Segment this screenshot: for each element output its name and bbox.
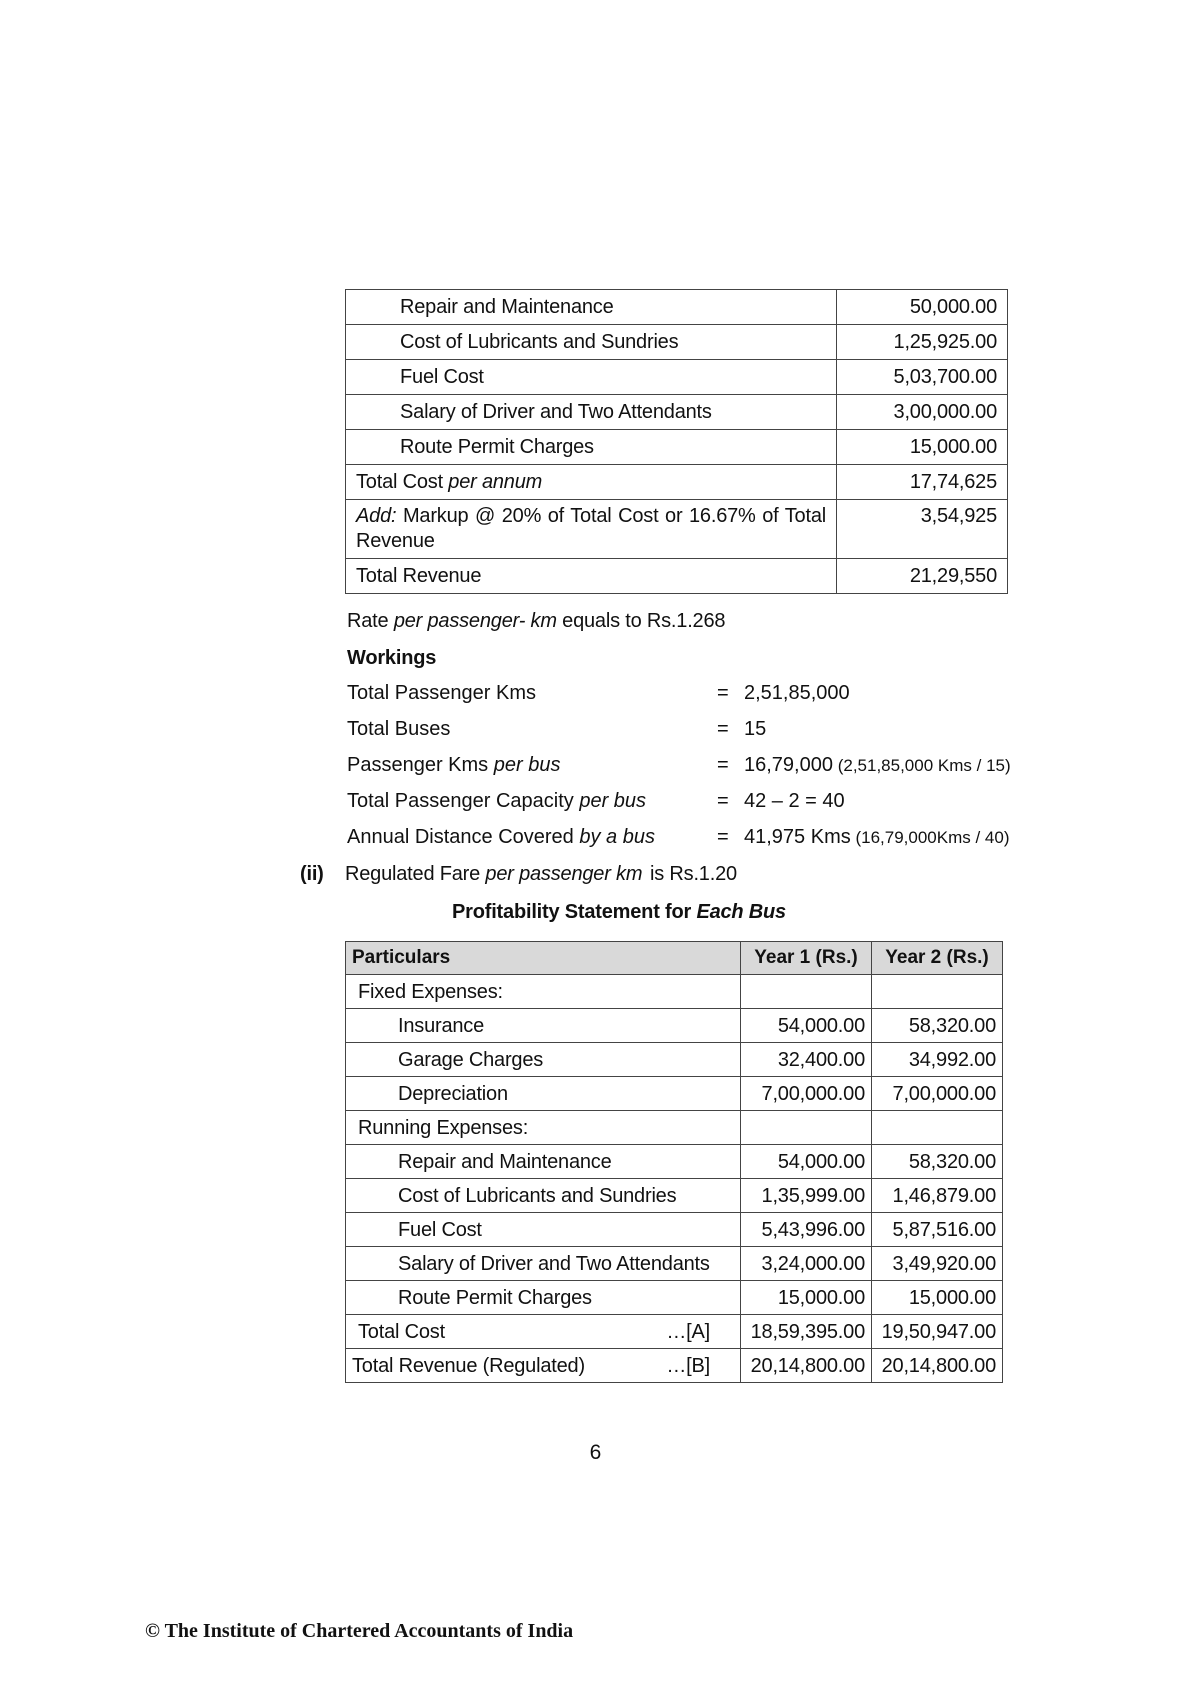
running-expenses-heading: Running Expenses: — [346, 1111, 741, 1145]
workings-value-text: 41,975 Kms — [744, 826, 851, 848]
table-row — [346, 325, 1008, 360]
markup-label-text: Markup @ 20% of Total Cost or 16.67% of Total Revenue — [356, 505, 826, 552]
page-number: 6 — [589, 1441, 602, 1464]
expense-label: Depreciation — [346, 1077, 741, 1111]
header-year-2: Year 2 (Rs.) — [872, 942, 1003, 975]
rate-line — [347, 609, 725, 633]
workings-heading: Workings — [347, 647, 437, 669]
table-row — [346, 360, 1008, 395]
cost-amount: 1,25,925.00 — [837, 325, 1008, 360]
rate-suffix: equals to Rs.1.268 — [556, 610, 726, 632]
expense-label: Route Permit Charges — [346, 1281, 741, 1315]
cost-label: Route Permit Charges — [346, 430, 837, 465]
table-row — [346, 1213, 1003, 1247]
workings-label — [347, 682, 536, 705]
total-cost-label-text: Total Cost — [356, 471, 449, 493]
year-1-amount: 3,24,000.00 — [741, 1247, 872, 1281]
total-cost-label — [346, 1315, 741, 1349]
cost-label: Salary of Driver and Two Attendants — [346, 395, 837, 430]
expense-label: Repair and Maintenance — [346, 1145, 741, 1179]
cost-amount: 5,03,700.00 — [837, 360, 1008, 395]
group-row — [346, 1111, 1003, 1145]
part-marker: (ii) — [300, 863, 324, 885]
profitability-table — [345, 941, 1003, 1383]
workings-label-italic: by a bus — [579, 826, 655, 848]
expense-label: Fuel Cost — [346, 1213, 741, 1247]
workings-label — [347, 754, 560, 777]
equals-sign: = — [717, 790, 729, 812]
total-revenue-ref: …[B] — [666, 1354, 710, 1377]
expense-label: Insurance — [346, 1009, 741, 1043]
footer-copyright: © The Institute of Chartered Accountants of India — [145, 1620, 574, 1642]
table-row — [346, 1247, 1003, 1281]
year-2-amount: 34,992.00 — [872, 1043, 1003, 1077]
total-cost-row — [346, 465, 1008, 500]
header-year-1: Year 1 (Rs.) — [741, 942, 872, 975]
cost-label: Cost of Lubricants and Sundries — [346, 325, 837, 360]
year-2-amount: 58,320.00 — [872, 1145, 1003, 1179]
year-2-amount: 5,87,516.00 — [872, 1213, 1003, 1247]
workings-value — [744, 826, 1010, 849]
markup-label — [346, 500, 837, 559]
part-ii-italic: per passenger km — [485, 863, 643, 885]
empty-cell — [872, 1111, 1003, 1145]
workings-label — [347, 718, 450, 741]
part-ii-plain: Regulated Fare — [345, 863, 486, 885]
table-header-row — [346, 942, 1003, 975]
year-1-amount: 5,43,996.00 — [741, 1213, 872, 1247]
total-cost-amount: 17,74,625 — [837, 465, 1008, 500]
year-2-amount: 19,50,947.00 — [872, 1315, 1003, 1349]
fixed-expenses-heading: Fixed Expenses: — [346, 975, 741, 1009]
statement-title — [452, 900, 786, 924]
workings-label-text: Total Passenger Kms — [347, 682, 536, 704]
year-1-amount: 7,00,000.00 — [741, 1077, 872, 1111]
expense-label: Garage Charges — [346, 1043, 741, 1077]
total-revenue-label — [346, 1349, 741, 1383]
part-ii-suffix: is Rs.1.20 — [650, 863, 737, 885]
table-row — [346, 290, 1008, 325]
total-cost-text: Total Cost — [358, 1320, 445, 1343]
markup-add-italic: Add: — [356, 505, 397, 527]
empty-cell — [741, 975, 872, 1009]
cost-table — [345, 289, 1008, 594]
statement-title-text: Profitability Statement for — [452, 901, 697, 923]
expense-label: Salary of Driver and Two Attendants — [346, 1247, 741, 1281]
year-1-amount: 32,400.00 — [741, 1043, 872, 1077]
empty-cell — [741, 1111, 872, 1145]
year-2-amount: 3,49,920.00 — [872, 1247, 1003, 1281]
equals-sign: = — [717, 718, 729, 740]
year-1-amount: 54,000.00 — [741, 1009, 872, 1043]
equals-sign: = — [717, 682, 729, 704]
statement-title-italic: Each Bus — [696, 901, 786, 923]
table-row — [346, 1077, 1003, 1111]
workings-value: 2,51,85,000 — [744, 682, 850, 704]
workings-value — [744, 754, 1011, 777]
year-1-amount: 1,35,999.00 — [741, 1179, 872, 1213]
total-cost-row — [346, 1315, 1003, 1349]
workings-label-text: Annual Distance Covered — [347, 826, 580, 848]
markup-amount: 3,54,925 — [837, 500, 1008, 559]
workings-value-text: 16,79,000 — [744, 754, 833, 776]
equals-sign: = — [717, 826, 729, 848]
rate-prefix: Rate — [347, 610, 394, 632]
workings-label-text: Total Buses — [347, 718, 451, 740]
cost-amount: 3,00,000.00 — [837, 395, 1008, 430]
table-row — [346, 1179, 1003, 1213]
workings-value: 15 — [744, 718, 767, 740]
table-row — [346, 1145, 1003, 1179]
total-cost-label — [346, 465, 837, 500]
workings-label — [347, 790, 646, 813]
total-cost-label-italic: per annum — [448, 471, 543, 493]
markup-row — [346, 500, 1008, 559]
equals-sign: = — [717, 754, 729, 776]
total-revenue-row — [346, 559, 1008, 594]
total-revenue-label: Total Revenue — [346, 559, 837, 594]
empty-cell — [872, 975, 1003, 1009]
year-1-amount: 18,59,395.00 — [741, 1315, 872, 1349]
header-particulars: Particulars — [346, 942, 741, 975]
workings-label-text: Total Passenger Capacity — [347, 790, 580, 812]
cost-amount: 50,000.00 — [837, 290, 1008, 325]
table-row — [346, 430, 1008, 465]
total-revenue-amount: 21,29,550 — [837, 559, 1008, 594]
cost-label: Repair and Maintenance — [346, 290, 837, 325]
year-1-amount: 20,14,800.00 — [741, 1349, 872, 1383]
workings-label-italic: per bus — [493, 754, 561, 776]
year-2-amount: 7,00,000.00 — [872, 1077, 1003, 1111]
year-2-amount: 20,14,800.00 — [872, 1349, 1003, 1383]
table-row — [346, 1281, 1003, 1315]
table-row — [346, 1009, 1003, 1043]
part-ii-text — [345, 862, 642, 886]
year-1-amount: 15,000.00 — [741, 1281, 872, 1315]
year-2-amount: 1,46,879.00 — [872, 1179, 1003, 1213]
cost-label: Fuel Cost — [346, 360, 837, 395]
workings-label — [347, 826, 655, 849]
total-revenue-text: Total Revenue (Regulated) — [352, 1354, 585, 1377]
total-cost-ref: …[A] — [666, 1320, 710, 1343]
workings-value: 42 – 2 = 40 — [744, 790, 845, 812]
workings-note: (16,79,000Kms / 40) — [850, 828, 1010, 847]
total-revenue-row — [346, 1349, 1003, 1383]
group-row — [346, 975, 1003, 1009]
workings-label-italic: per bus — [579, 790, 647, 812]
table-row — [346, 1043, 1003, 1077]
year-2-amount: 58,320.00 — [872, 1009, 1003, 1043]
workings-note: (2,51,85,000 Kms / 15) — [832, 756, 1011, 775]
year-1-amount: 54,000.00 — [741, 1145, 872, 1179]
workings-label-text: Passenger Kms — [347, 754, 494, 776]
expense-label: Cost of Lubricants and Sundries — [346, 1179, 741, 1213]
cost-amount: 15,000.00 — [837, 430, 1008, 465]
rate-italic: per passenger- km — [393, 610, 557, 632]
table-row — [346, 395, 1008, 430]
year-2-amount: 15,000.00 — [872, 1281, 1003, 1315]
